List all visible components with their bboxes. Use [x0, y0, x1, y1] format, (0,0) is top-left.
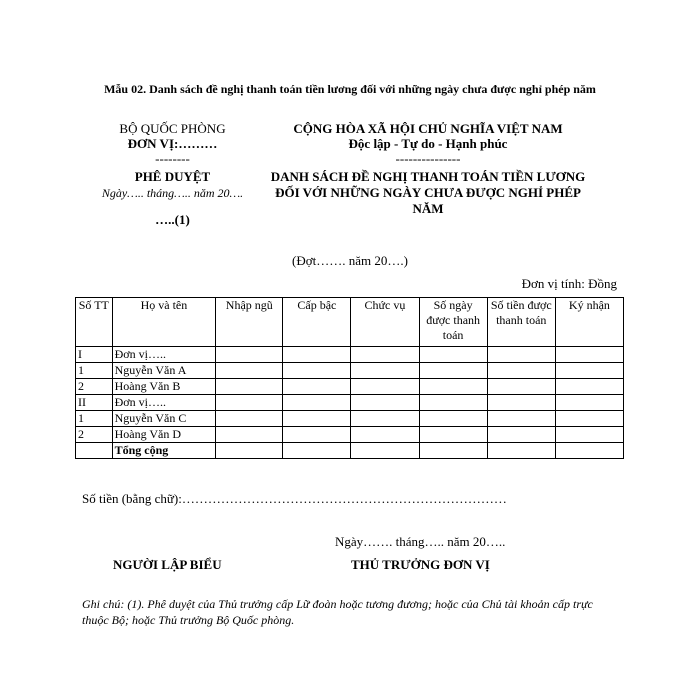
- cell-enlistment: [216, 411, 283, 427]
- signing-date: Ngày……. tháng….. năm 20…..: [335, 534, 506, 549]
- cell-amount: [487, 427, 555, 443]
- cell-days: [419, 443, 487, 459]
- cell-days: [419, 395, 487, 411]
- cell-stt: II: [76, 395, 113, 411]
- cell-name: Tổng cộng: [112, 443, 216, 459]
- table-row: [76, 363, 624, 379]
- left-separator: --------: [155, 151, 190, 166]
- header-enlistment: Nhập ngũ: [216, 298, 283, 347]
- cell-position: [351, 411, 419, 427]
- cell-amount: [487, 411, 555, 427]
- cell-position: [351, 363, 419, 379]
- cell-enlistment: [216, 443, 283, 459]
- header-left: [100, 121, 245, 227]
- payment-table: [75, 297, 624, 459]
- country-name: CỘNG HÒA XÃ HỘI CHỦ NGHĨA VIỆT NAM: [293, 121, 563, 136]
- cell-position: [351, 443, 419, 459]
- header-stt: Số TT: [76, 298, 113, 347]
- cell-rank: [283, 443, 351, 459]
- cell-signature: [555, 443, 623, 459]
- cell-enlistment: [216, 347, 283, 363]
- cell-position: [351, 347, 419, 363]
- cell-enlistment: [216, 427, 283, 443]
- head-of-unit-signature-label: THỦ TRƯỞNG ĐƠN VỊ: [351, 557, 490, 572]
- unit-name: ĐƠN VỊ:………: [127, 136, 218, 151]
- batch-line: (Đợt……. năm 20….): [292, 253, 408, 268]
- cell-signature: [555, 427, 623, 443]
- cell-rank: [283, 411, 351, 427]
- cell-position: [351, 395, 419, 411]
- approval-label: PHÊ DUYỆT: [134, 169, 211, 184]
- cell-name: Nguyễn Văn C: [112, 411, 216, 427]
- header-signature: Ký nhận: [555, 298, 623, 347]
- cell-amount: [487, 363, 555, 379]
- cell-signature: [555, 347, 623, 363]
- header-rank: Cấp bậc: [283, 298, 351, 347]
- header-name: Họ và tên: [112, 298, 216, 347]
- table-row: [76, 379, 624, 395]
- cell-signature: [555, 411, 623, 427]
- header-position: Chức vụ: [351, 298, 419, 347]
- table-row: [76, 411, 624, 427]
- cell-amount: [487, 347, 555, 363]
- right-separator: ---------------: [395, 151, 461, 166]
- cell-amount: [487, 379, 555, 395]
- table-body: [76, 347, 624, 459]
- cell-rank: [283, 379, 351, 395]
- cell-enlistment: [216, 395, 283, 411]
- header-days: Số ngày được thanh toán: [419, 298, 487, 347]
- cell-stt: I: [76, 347, 113, 363]
- header-right: [268, 121, 588, 217]
- header-amount: Số tiền được thanh toán: [487, 298, 555, 347]
- table-row: [76, 395, 624, 411]
- footnote: Ghi chú: (1). Phê duyệt của Thủ trưởng cấp Lữ đoàn hoặc tương đương; hoặc của Chủ tài khoản cấp trực thuộc Bộ; hoặc Thủ trưởng Bộ Quốc phòng.: [82, 597, 593, 627]
- cell-days: [419, 411, 487, 427]
- cell-days: [419, 363, 487, 379]
- cell-signature: [555, 395, 623, 411]
- cell-signature: [555, 379, 623, 395]
- cell-rank: [283, 347, 351, 363]
- cell-days: [419, 379, 487, 395]
- table-row: [76, 443, 624, 459]
- cell-position: [351, 427, 419, 443]
- cell-stt: [76, 443, 113, 459]
- cell-position: [351, 379, 419, 395]
- cell-name: Đơn vị…..: [112, 347, 216, 363]
- cell-days: [419, 347, 487, 363]
- cell-stt: 2: [76, 379, 113, 395]
- approval-date: Ngày….. tháng….. năm 20….: [101, 186, 244, 200]
- cell-rank: [283, 427, 351, 443]
- cell-stt: 2: [76, 427, 113, 443]
- cell-amount: [487, 443, 555, 459]
- cell-amount: [487, 395, 555, 411]
- cell-days: [419, 427, 487, 443]
- cell-rank: [283, 395, 351, 411]
- cell-stt: 1: [76, 363, 113, 379]
- unit-of-measure: Đơn vị tính: Đồng: [521, 276, 617, 291]
- document-title: DANH SÁCH ĐỀ NGHỊ THANH TOÁN TIỀN LƯƠNG ĐỐI VỚI NHỮNG NGÀY CHƯA ĐƯỢC NGHỈ PHÉP NĂM: [270, 169, 586, 216]
- cell-name: Hoàng Văn B: [112, 379, 216, 395]
- cell-rank: [283, 363, 351, 379]
- table-row: [76, 427, 624, 443]
- cell-stt: 1: [76, 411, 113, 427]
- table-row: [76, 347, 624, 363]
- cell-signature: [555, 363, 623, 379]
- cell-name: Đơn vị…..: [112, 395, 216, 411]
- form-title: Mẫu 02. Danh sách đề nghị thanh toán tiền lương đối với những ngày chưa được nghỉ phép năm: [104, 82, 596, 96]
- cell-enlistment: [216, 379, 283, 395]
- preparer-signature-label: NGƯỜI LẬP BIỂU: [113, 557, 222, 572]
- approval-reference: …..(1): [155, 212, 190, 227]
- cell-name: Nguyễn Văn A: [112, 363, 216, 379]
- national-motto: Độc lập - Tự do - Hạnh phúc: [348, 136, 508, 151]
- cell-name: Hoàng Văn D: [112, 427, 216, 443]
- cell-enlistment: [216, 363, 283, 379]
- amount-in-words: Số tiền (bằng chữ):…………………………………………………………………: [82, 491, 507, 506]
- table-header-row: [76, 298, 624, 347]
- ministry-name: BỘ QUỐC PHÒNG: [119, 121, 226, 136]
